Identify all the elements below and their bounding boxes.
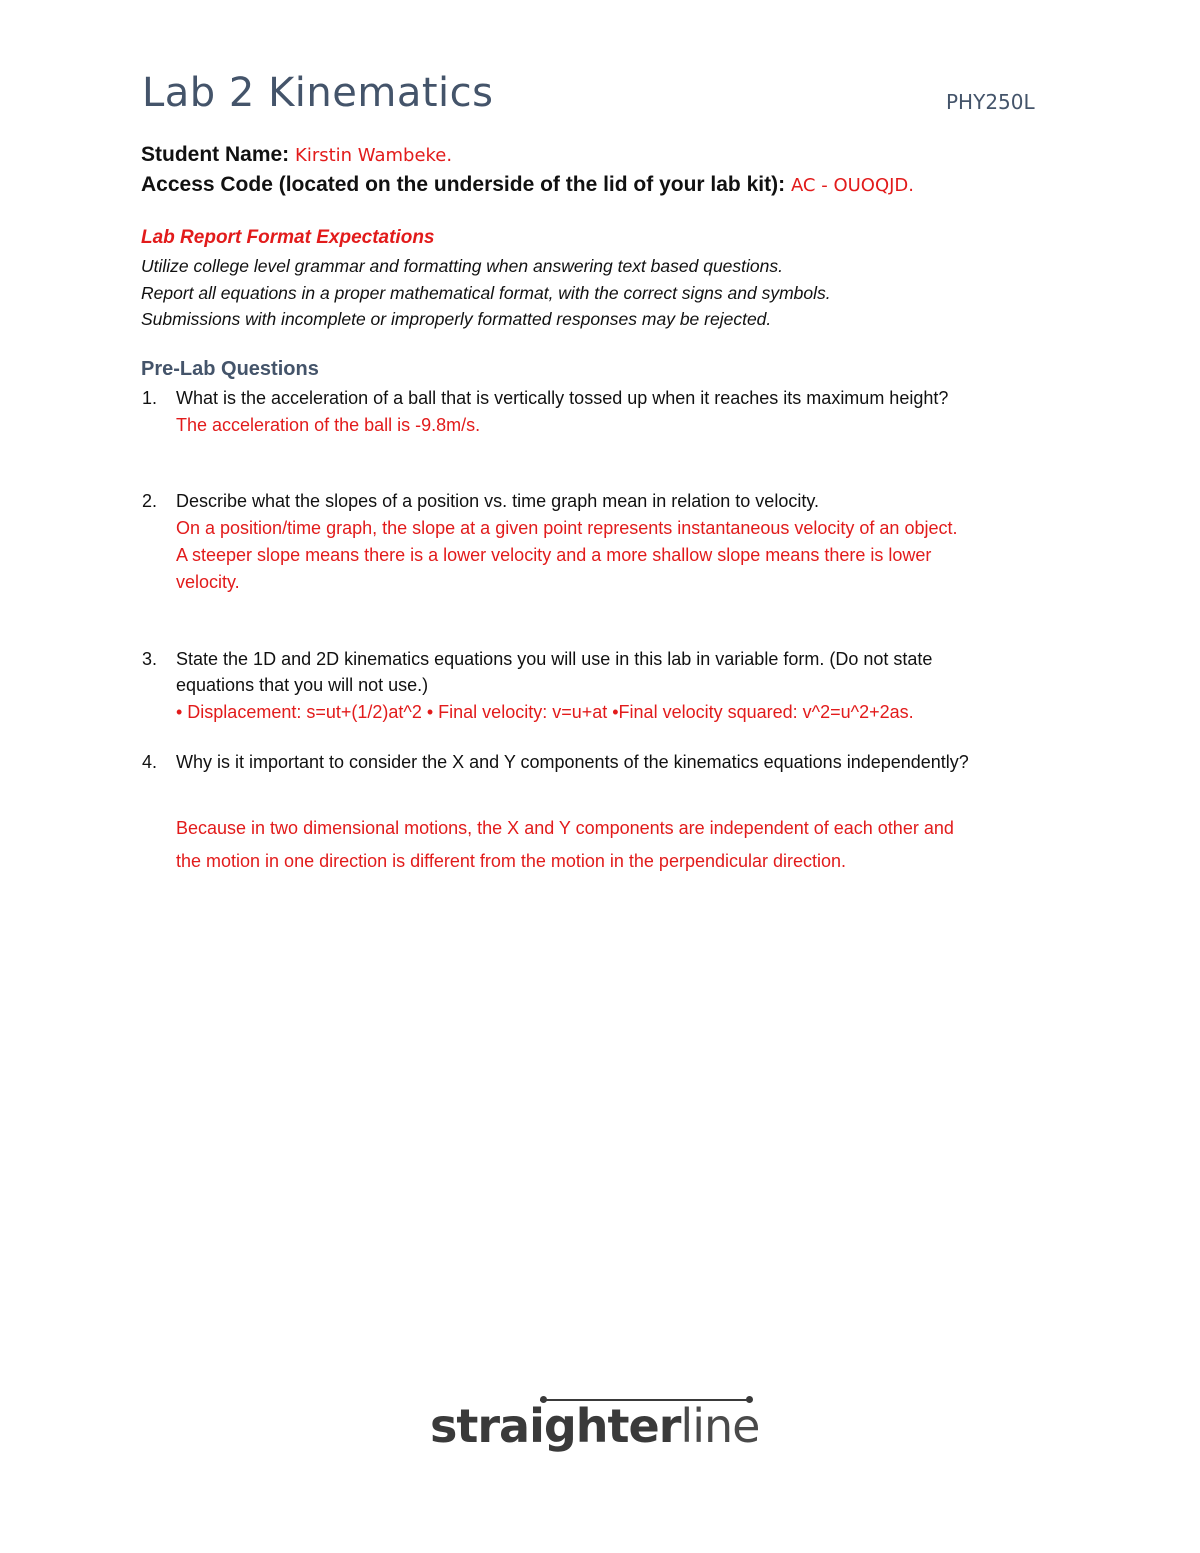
logo-bold-text: straighter bbox=[430, 1399, 681, 1453]
question-number: 1. bbox=[142, 388, 158, 408]
expectation-line: Utilize college level grammar and formatting when answering text based questions. bbox=[141, 256, 783, 276]
access-code-value: AC - OUOQJD. bbox=[790, 175, 915, 196]
answer-text: the motion in one direction is different from the motion in the perpendicular direction. bbox=[176, 851, 847, 871]
question-text: equations that you will not use.) bbox=[176, 675, 429, 695]
prelab-heading: Pre-Lab Questions bbox=[141, 358, 319, 380]
question-text: Why is it important to consider the X and Y components of the kinematics equations independently? bbox=[176, 752, 969, 772]
logo-light-text: line bbox=[680, 1399, 760, 1453]
answer-text: A steeper slope means there is a lower velocity and a more shallow slope means there is lower bbox=[176, 545, 932, 565]
question-number: 3. bbox=[142, 649, 158, 669]
expectation-line: Report all equations in a proper mathematical format, with the correct signs and symbols. bbox=[141, 283, 831, 303]
question-text: What is the acceleration of a ball that is vertically tossed up when it reaches its maximum height? bbox=[176, 388, 949, 408]
document-title: Lab 2 Kinematics bbox=[142, 70, 494, 116]
answer-text: • Displacement: s=ut+(1/2)at^2 • Final velocity: v=u+at •Final velocity squared: v^2=u^2+2as. bbox=[176, 702, 914, 722]
answer-text: The acceleration of the ball is -9.8m/s. bbox=[176, 415, 481, 435]
question-text: State the 1D and 2D kinematics equations you will use in this lab in variable form. (Do not state bbox=[176, 649, 933, 669]
question-text: Describe what the slopes of a position vs. time graph mean in relation to velocity. bbox=[176, 491, 819, 511]
course-code: PHY250L bbox=[946, 90, 1035, 114]
student-name-line bbox=[141, 143, 452, 167]
access-code-line bbox=[141, 173, 914, 197]
student-name-label: Student Name: bbox=[141, 143, 290, 166]
expectations-heading: Lab Report Format Expectations bbox=[141, 227, 435, 248]
answer-text: Because in two dimensional motions, the X and Y components are independent of each other and bbox=[176, 818, 954, 838]
question-number: 2. bbox=[142, 491, 158, 511]
answer-text: On a position/time graph, the slope at a given point represents instantaneous velocity of an object. bbox=[176, 518, 958, 538]
logo-wordmark bbox=[430, 1401, 759, 1451]
answer-text: velocity. bbox=[176, 572, 240, 592]
expectation-line: Submissions with incomplete or improperly formatted responses may be rejected. bbox=[141, 309, 772, 329]
student-name-value: Kirstin Wambeke. bbox=[295, 145, 453, 166]
question-number: 4. bbox=[142, 752, 158, 772]
straighterline-logo bbox=[430, 1395, 760, 1465]
access-code-label: Access Code (located on the underside of the lid of your lab kit): bbox=[141, 173, 786, 196]
